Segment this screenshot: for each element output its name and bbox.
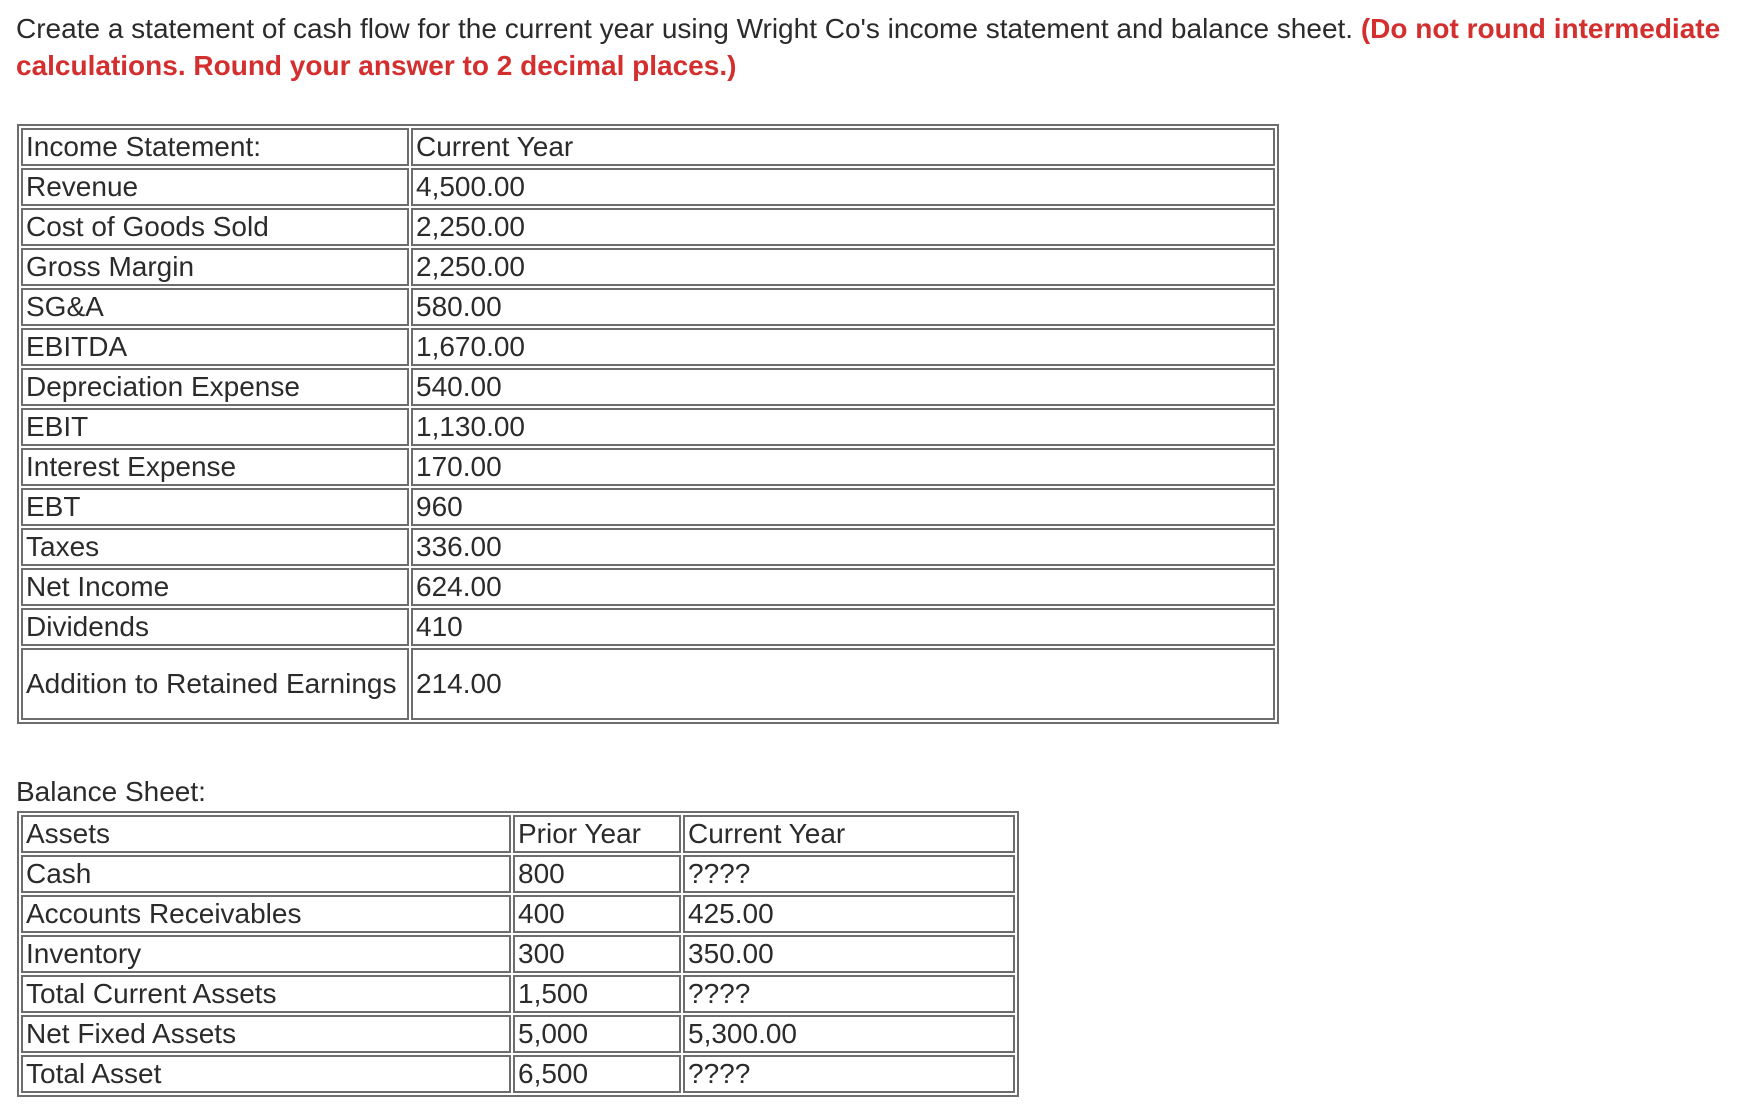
table-row (21, 288, 1275, 326)
prior-year-value: 300 (513, 935, 681, 973)
row-value: 624.00 (411, 568, 1275, 606)
row-label: Net Income (21, 568, 409, 606)
row-label: Total Current Assets (21, 975, 511, 1013)
row-label: Dividends (21, 608, 409, 646)
row-value: 1,670.00 (411, 328, 1275, 366)
row-value: 2,250.00 (411, 248, 1275, 286)
table-row (21, 1015, 1015, 1053)
row-label: Depreciation Expense (21, 368, 409, 406)
table-row (21, 248, 1275, 286)
table-row (21, 488, 1275, 526)
table-row (21, 528, 1275, 566)
row-label: Total Asset (21, 1055, 511, 1093)
row-label: SG&A (21, 288, 409, 326)
row-label: Revenue (21, 168, 409, 206)
row-label: Interest Expense (21, 448, 409, 486)
balance-sheet-title: Balance Sheet: (16, 776, 206, 807)
row-label: Gross Margin (21, 248, 409, 286)
row-value: 2,250.00 (411, 208, 1275, 246)
row-value: 960 (411, 488, 1275, 526)
prior-year-value: 800 (513, 855, 681, 893)
table-row (21, 1055, 1015, 1093)
current-year-value: ???? (683, 975, 1015, 1013)
current-year-value: ???? (683, 1055, 1015, 1093)
row-value: 410 (411, 608, 1275, 646)
prior-year-value: 5,000 (513, 1015, 681, 1053)
table-row (21, 368, 1275, 406)
table-header-cell: Current Year (411, 128, 1275, 166)
table-row (21, 648, 1275, 720)
row-label: EBT (21, 488, 409, 526)
current-year-value: 350.00 (683, 935, 1015, 973)
question-prompt (16, 10, 1741, 84)
table-row (21, 328, 1275, 366)
table-row (21, 895, 1015, 933)
row-label: EBITDA (21, 328, 409, 366)
table-header-row (21, 815, 1015, 853)
row-value: 214.00 (411, 648, 1275, 720)
row-label: Net Fixed Assets (21, 1015, 511, 1053)
row-value: 580.00 (411, 288, 1275, 326)
question-text: Create a statement of cash flow for the current year using Wright Co's income statement and balance sheet. (16, 13, 1354, 44)
table-row (21, 408, 1275, 446)
balance-sheet-table (17, 811, 1019, 1097)
row-value: 1,130.00 (411, 408, 1275, 446)
row-label: Taxes (21, 528, 409, 566)
income-statement-table (17, 124, 1279, 724)
table-header-cell: Current Year (683, 815, 1015, 853)
table-row (21, 208, 1275, 246)
rounding-instruction: (Do not round intermediate calculations. Round your answer to 2 decimal places.) (16, 13, 1721, 81)
table-row (21, 168, 1275, 206)
current-year-value: 5,300.00 (683, 1015, 1015, 1053)
row-label: Accounts Receivables (21, 895, 511, 933)
row-label: Addition to Retained Earnings (21, 648, 409, 720)
table-row (21, 448, 1275, 486)
row-value: 336.00 (411, 528, 1275, 566)
row-value: 4,500.00 (411, 168, 1275, 206)
prior-year-value: 6,500 (513, 1055, 681, 1093)
table-row (21, 935, 1015, 973)
table-row (21, 608, 1275, 646)
row-value: 170.00 (411, 448, 1275, 486)
row-label: Inventory (21, 935, 511, 973)
row-label: EBIT (21, 408, 409, 446)
current-year-value: ???? (683, 855, 1015, 893)
row-value: 540.00 (411, 368, 1275, 406)
table-row (21, 975, 1015, 1013)
table-header-row (21, 128, 1275, 166)
prior-year-value: 1,500 (513, 975, 681, 1013)
row-label: Cash (21, 855, 511, 893)
table-header-cell: Prior Year (513, 815, 681, 853)
table-row (21, 855, 1015, 893)
table-header-cell: Assets (21, 815, 511, 853)
row-label: Cost of Goods Sold (21, 208, 409, 246)
table-header-cell: Income Statement: (21, 128, 409, 166)
prior-year-value: 400 (513, 895, 681, 933)
table-row (21, 568, 1275, 606)
current-year-value: 425.00 (683, 895, 1015, 933)
